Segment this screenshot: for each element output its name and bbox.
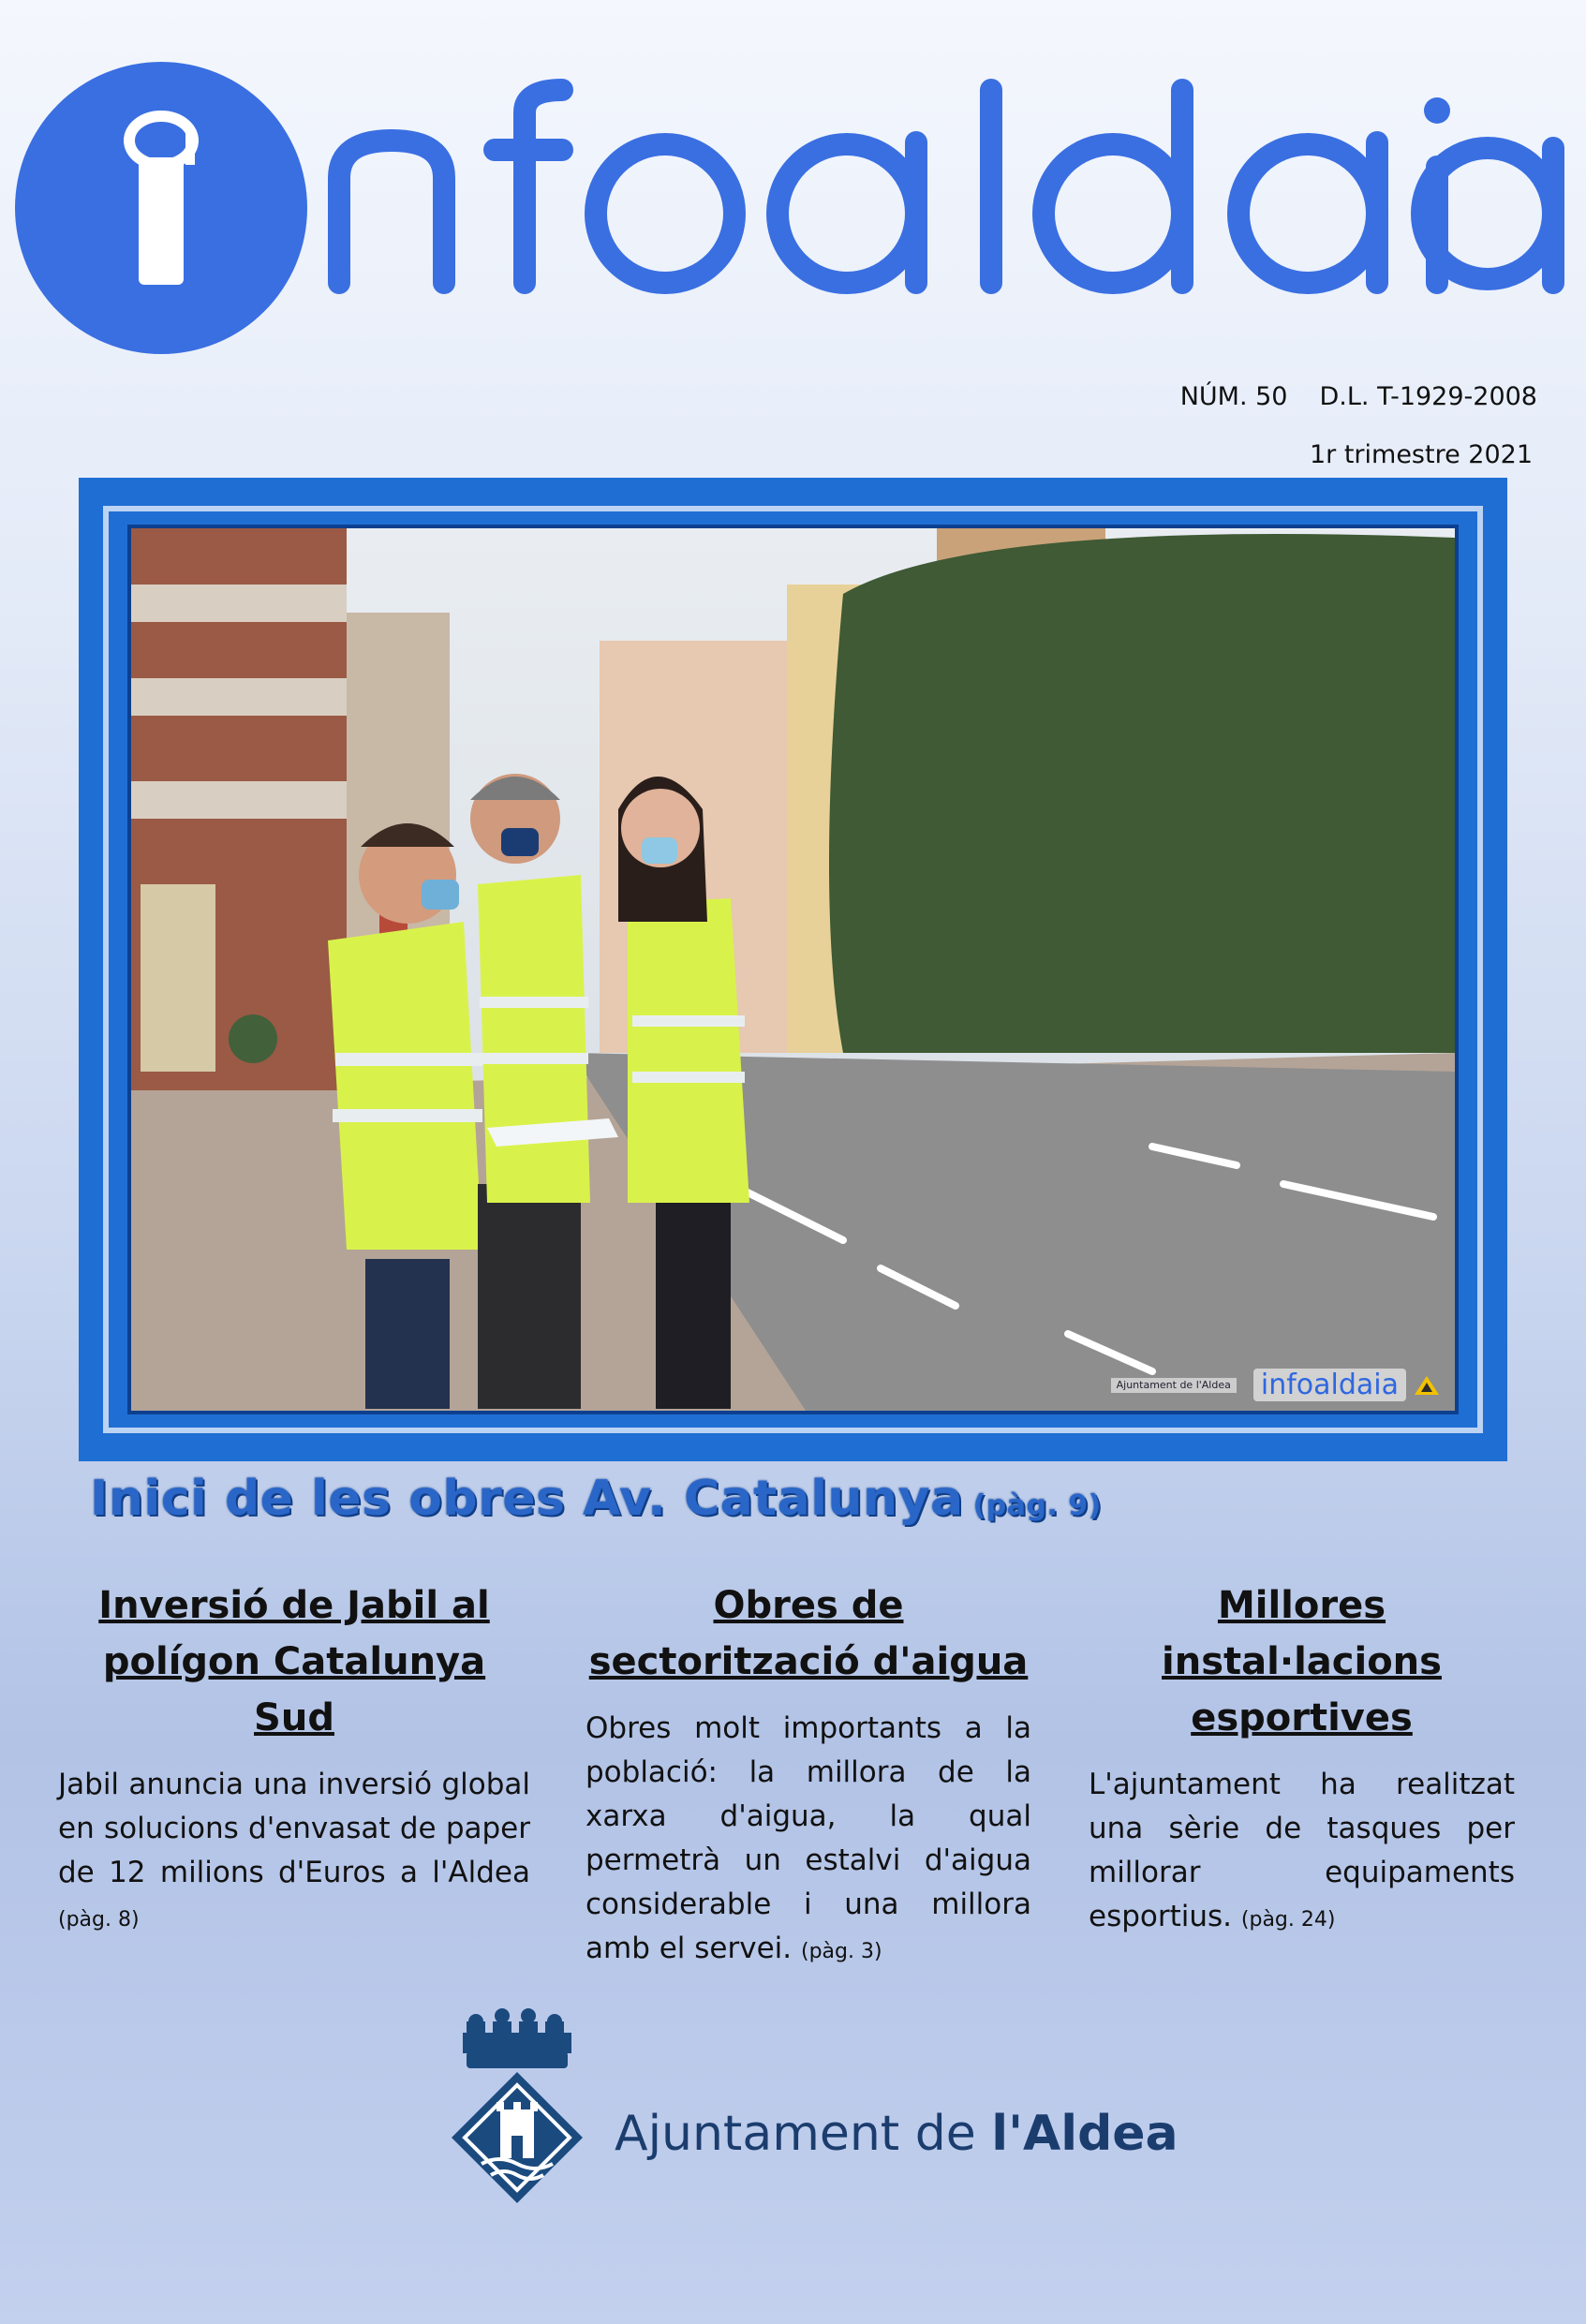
issue-number: NÚM. 50 [1179, 382, 1288, 411]
main-headline [90, 1471, 1102, 1527]
article-title: Inversió de Jabil al polígon Catalunya Sud [98, 1584, 490, 1739]
article-body-text: Jabil anuncia una inversió global en solucions d'envasat de paper de 12 milions d'Euros a l'Aldea [58, 1768, 530, 1889]
masthead [0, 0, 1586, 356]
cover-photo [127, 525, 1459, 1414]
article-sports [1089, 1577, 1515, 1942]
crown-tower-shield-icon [438, 2005, 607, 2211]
article-page-ref: (pàg. 8) [58, 1908, 140, 1932]
article-body [585, 1707, 1031, 1974]
article-body [1089, 1763, 1515, 1942]
council-name [615, 2106, 1178, 2162]
watermark-council: Ajuntament de l'Aldea [1111, 1378, 1237, 1393]
watermark-logo: infoaldaia [1253, 1369, 1406, 1401]
council-name-prefix: Ajuntament de [615, 2106, 992, 2162]
headline-page-ref: (pàg. 9) [972, 1489, 1102, 1522]
article-body-text: Obres molt importants a la població: la millora de la xarxa d'aigua, la qual permetrà un estalvi d'aigua considerable i una millora amb el servei. [585, 1711, 1031, 1965]
cover-photo-frame [79, 478, 1507, 1461]
triangle-mark-icon [1414, 1374, 1440, 1397]
article-page-ref: (pàg. 24) [1240, 1908, 1336, 1932]
article-jabil [58, 1577, 530, 1942]
article-page-ref: (pàg. 3) [800, 1940, 882, 1963]
infoaldaia-logo [0, 0, 1586, 356]
photo-watermark [1111, 1369, 1440, 1401]
issue-period: 1r trimestre 2021 [1309, 440, 1533, 469]
legal-deposit: D.L. T-1929-2008 [1319, 382, 1537, 411]
council-name-bold: l'Aldea [991, 2106, 1178, 2162]
article-body [58, 1763, 530, 1942]
headline-text: Inici de les obres Av. Catalunya [90, 1471, 964, 1527]
article-title: Millores instal·lacions esportives [1162, 1584, 1442, 1739]
article-water [585, 1577, 1031, 1974]
street-scene-illustration [131, 528, 1455, 1411]
article-title: Obres de sectorització d'aigua [588, 1584, 1029, 1683]
article-body-text: L'ajuntament ha realitzat una sèrie de tasques per millorar equipaments esportius. [1089, 1768, 1515, 1933]
issue-info [1180, 382, 1537, 411]
